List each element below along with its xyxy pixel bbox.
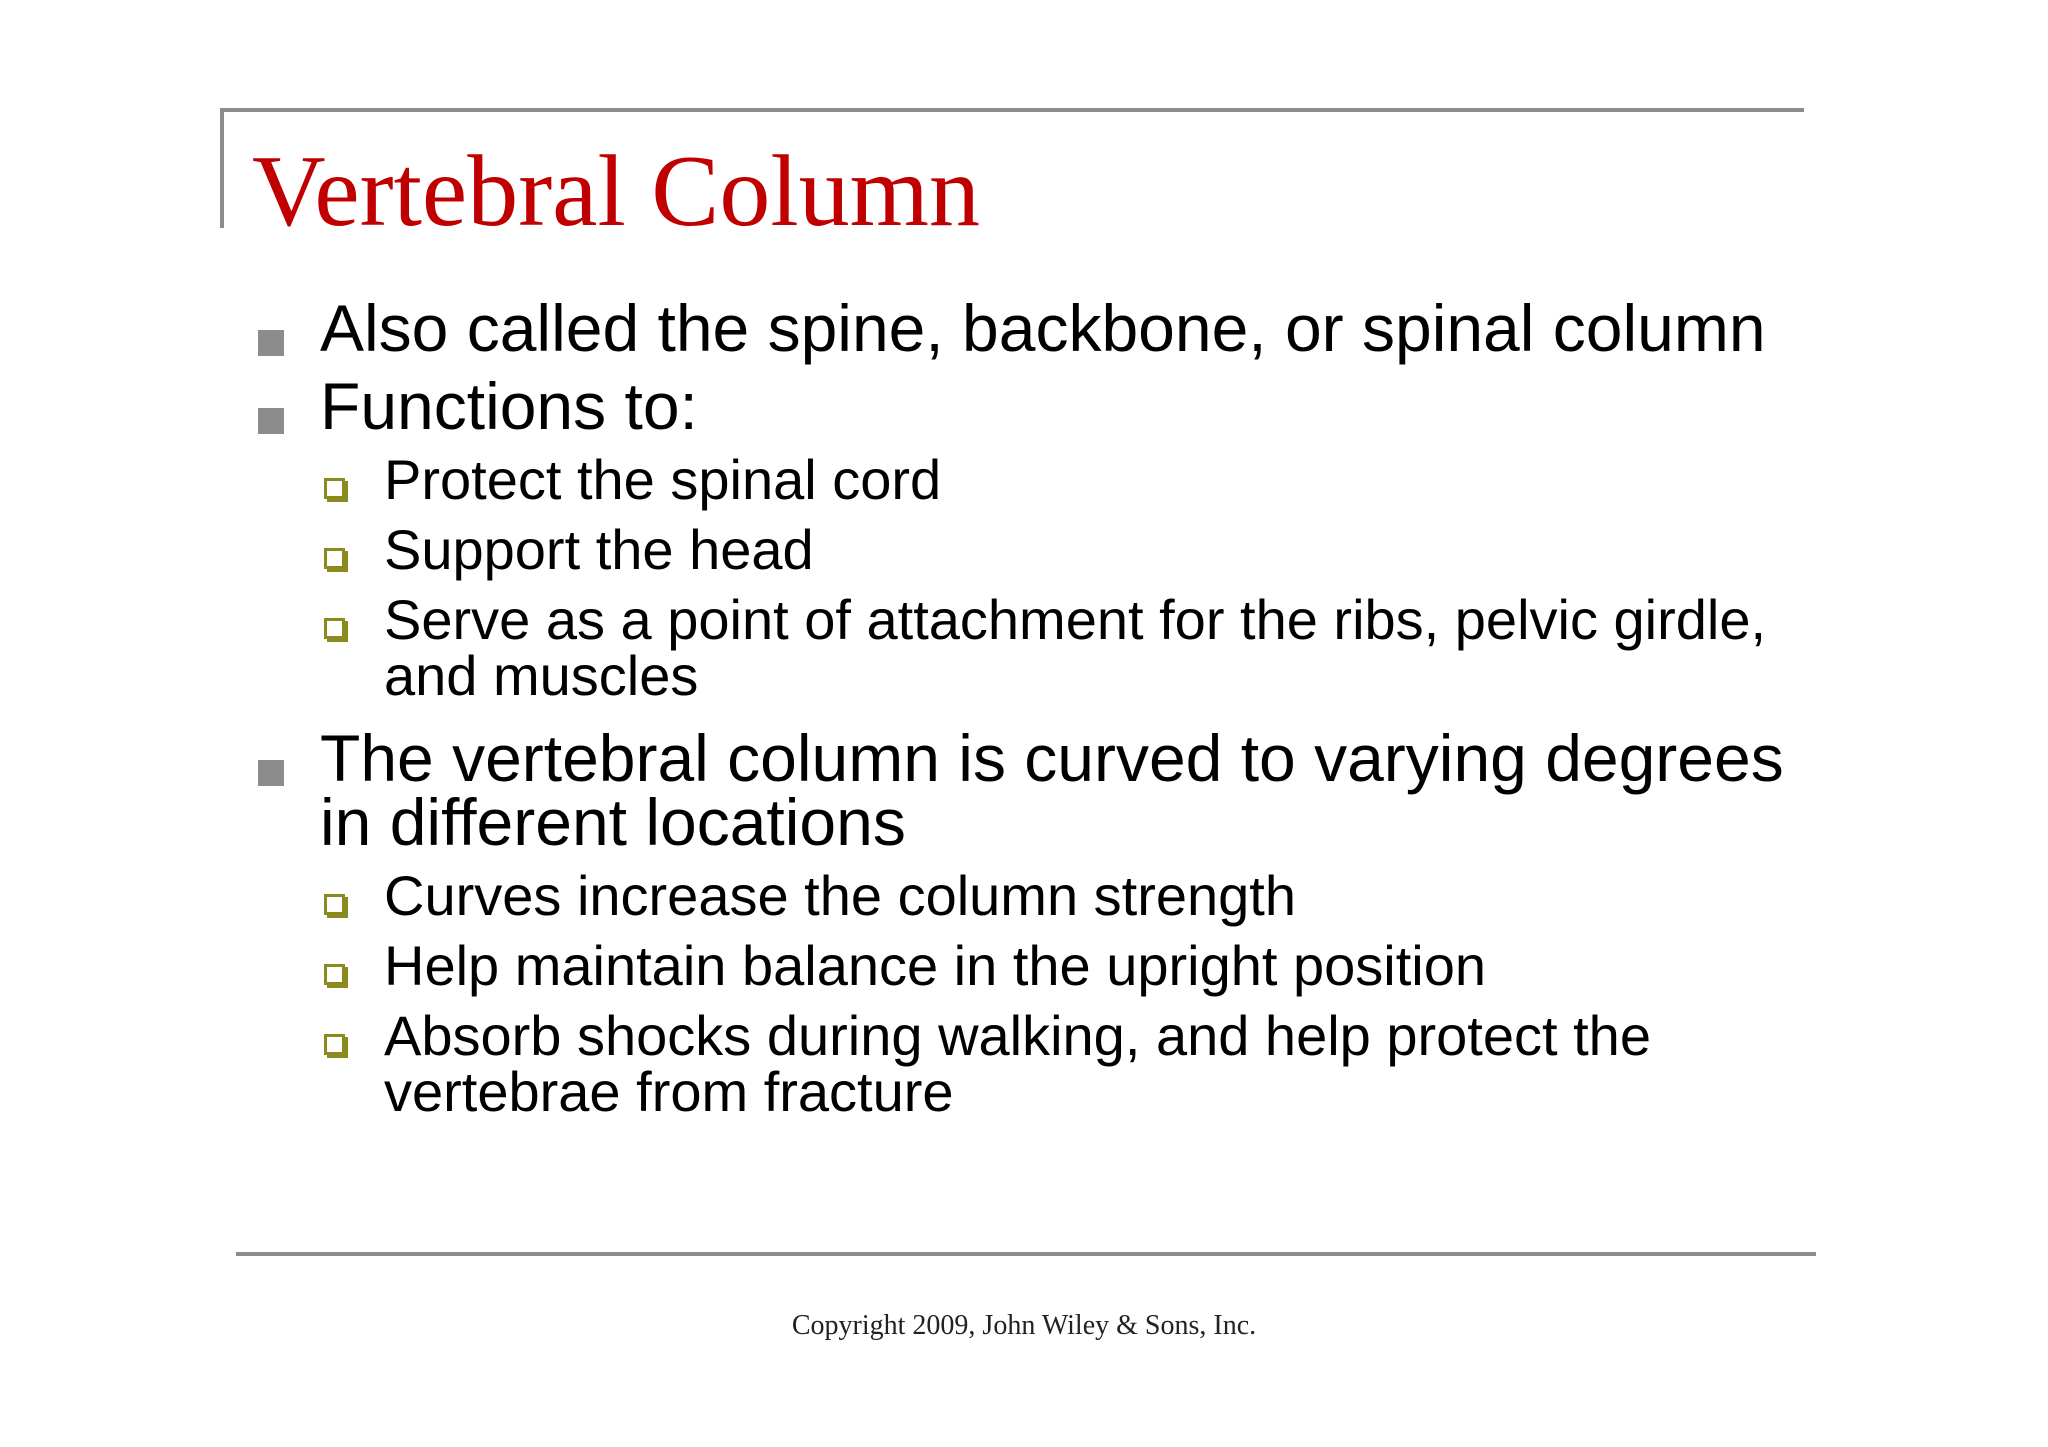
top-rule	[220, 108, 1804, 112]
bullet-text: Functions to:	[320, 369, 698, 443]
hollow-square-bullet-icon	[324, 548, 345, 569]
bullet-item	[252, 291, 1812, 365]
sub-bullet-item	[252, 934, 1812, 997]
sub-bullet-text: Serve as a point of attachment for the ribs, pelvic girdle, and muscles	[384, 588, 1767, 707]
square-bullet-icon	[258, 760, 284, 786]
sub-bullet-text: Curves increase the column strength	[384, 864, 1296, 927]
sub-bullet-text: Support the head	[384, 518, 814, 581]
copyright-footer: Copyright 2009, John Wiley & Sons, Inc.	[791, 1310, 1257, 1341]
hollow-square-bullet-icon	[324, 964, 345, 985]
bottom-rule	[236, 1252, 1816, 1256]
slide-title: Vertebral Column	[252, 135, 980, 248]
sub-bullet-item	[252, 864, 1812, 927]
sub-bullet-item	[252, 1004, 1812, 1123]
sub-bullet-item	[252, 448, 1812, 511]
left-rule	[220, 108, 224, 228]
sub-bullet-item	[252, 518, 1812, 581]
square-bullet-icon	[258, 330, 284, 356]
bullet-text: The vertebral column is curved to varying degrees in different locations	[320, 721, 1784, 859]
hollow-square-bullet-icon	[324, 618, 345, 639]
hollow-square-bullet-icon	[324, 894, 345, 915]
hollow-square-bullet-icon	[324, 1034, 345, 1055]
square-bullet-icon	[258, 408, 284, 434]
bullet-item	[252, 369, 1812, 443]
bullet-list	[252, 291, 1812, 1134]
bullet-text: Also called the spine, backbone, or spinal column	[320, 291, 1766, 365]
hollow-square-bullet-icon	[324, 478, 345, 499]
sub-bullet-text: Protect the spinal cord	[384, 448, 942, 511]
bullet-item	[252, 721, 1812, 859]
sub-bullet-item	[252, 588, 1812, 707]
sub-bullet-text: Help maintain balance in the upright position	[384, 934, 1487, 997]
sub-bullet-text: Absorb shocks during walking, and help protect the vertebrae from fracture	[384, 1004, 1651, 1123]
